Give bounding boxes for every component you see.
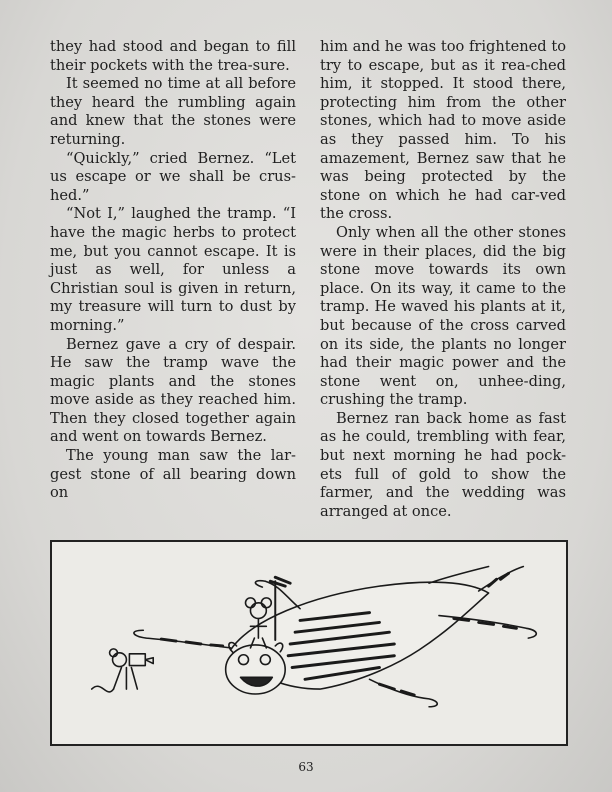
paragraph: “Not I,” laughed the tramp. “I have the magic herbs to protect me, but you cannot escape. It is just as well, for unless a Christian soul is given in return, my treasure will turn to dust by morning.”	[50, 205, 296, 334]
tiger-rug-drawing	[52, 542, 566, 744]
paragraph: Bernez ran back home as fast as he could, trembling with fear, but next morning he had pock-ets full of gold to show the farmer, and the wedding was arranged at once.	[320, 409, 566, 520]
paragraph: The young man saw the lar-gest stone of all bearing down on	[50, 447, 296, 502]
text-column-right	[320, 38, 566, 521]
paragraph: Only when all the other stones were in their places, did the big stone move towards its own place. On its way, it came to the tramp. He waved his plants at it, but because of the cross carved on its side, the plants no longer had their magic power and the stone went on, unhee-ding, crushing the tramp.	[320, 223, 566, 409]
illustration-tiger-skin-rug	[50, 540, 568, 746]
page-number: 63	[298, 760, 314, 774]
paragraph: It seemed no time at all before they heard the rumbling again and knew that the stones were returning.	[50, 75, 296, 148]
paragraph: Bernez gave a cry of despair. He saw the tramp wave the magic plants and the stones move aside as they reached him. Then they closed together again and went on towards Bernez.	[50, 335, 296, 446]
paragraph: “Quickly,” cried Bernez. “Let us escape or we shall be crus-hed.”	[50, 149, 296, 204]
paragraph: they had stood and began to fill their pockets with the trea-sure.	[50, 38, 296, 74]
paragraph: him and he was too frightened to try to escape, but as it rea-ched him, it stopped. It stood there, protecting him from the other stones, which had to move aside as they passed him. To his amazement, Bernez saw that he was being protected by the stone on which he had car-ved the cross.	[320, 38, 566, 223]
text-column-left	[50, 38, 296, 503]
